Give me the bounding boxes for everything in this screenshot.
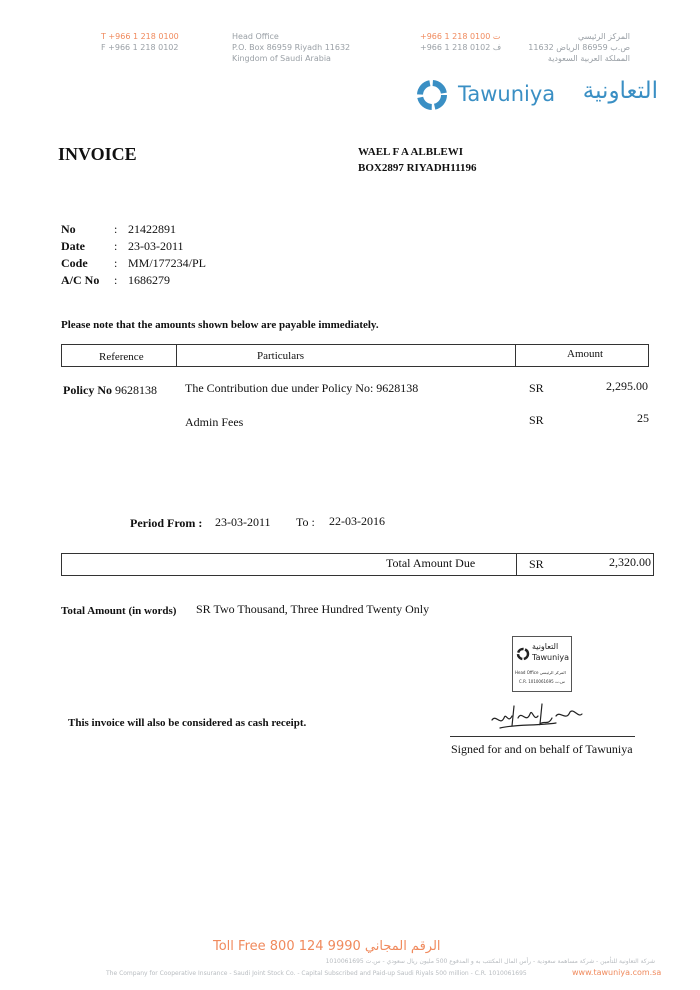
header-office-ar-label: المركز الرئيسي bbox=[578, 32, 630, 41]
total-amount: 2,320.00 bbox=[609, 555, 651, 569]
field-separator: : bbox=[114, 222, 118, 236]
row-currency: SR bbox=[529, 413, 544, 427]
field-ac-label: A/C No bbox=[61, 273, 100, 287]
total-label: Total Amount Due bbox=[386, 556, 476, 570]
header-phone-ar: +966 1 218 0100 ت bbox=[420, 32, 501, 41]
table-row bbox=[63, 383, 157, 398]
customer-name: WAEL F A ALBLEWI bbox=[358, 146, 464, 158]
column-header-particulars: Particulars bbox=[257, 350, 305, 362]
field-ac-value: 1686279 bbox=[128, 273, 170, 287]
total-box bbox=[61, 553, 654, 576]
header-office-po: P.O. Box 86959 Riyadh 11632 bbox=[232, 43, 351, 52]
brand-name-en: Tawuniya bbox=[458, 82, 556, 106]
tawuniya-logo-icon bbox=[416, 79, 448, 111]
period-from-value: 23-03-2011 bbox=[215, 515, 271, 529]
field-separator: : bbox=[114, 273, 118, 287]
field-no-label: No bbox=[61, 222, 76, 236]
column-header-reference: Reference bbox=[99, 351, 144, 363]
total-words-label: Total Amount (in words) bbox=[61, 605, 177, 617]
cash-receipt-note: This invoice will also be considered as cash receipt. bbox=[68, 717, 307, 729]
period-to-label: To : bbox=[296, 515, 315, 529]
header-office-label: Head Office bbox=[232, 32, 279, 41]
row-reference-label: Policy No bbox=[63, 383, 112, 397]
website-link[interactable]: www.tawuniya.com.sa bbox=[572, 968, 662, 977]
row-currency: SR bbox=[529, 381, 544, 395]
header-office-country: Kingdom of Saudi Arabia bbox=[232, 54, 331, 63]
handwritten-signature bbox=[486, 696, 586, 732]
company-info-ar: شركة التعاونية للتأمين - شركة مساهمة سعودية - رأس المال المكتتب به و المدفوع 500 مليون ريال سعودي - س.ت 1010061695 bbox=[325, 958, 655, 965]
row-amount: 2,295.00 bbox=[606, 379, 648, 393]
customer-address: BOX2897 RIYADH11196 bbox=[358, 162, 477, 174]
row-amount: 25 bbox=[637, 411, 649, 425]
stamp-logo-icon bbox=[516, 647, 530, 661]
header-fax-en: F +966 1 218 0102 bbox=[101, 43, 179, 52]
row-particulars: The Contribution due under Policy No: 9628138 bbox=[185, 381, 419, 395]
field-date-label: Date bbox=[61, 239, 85, 253]
field-no-value: 21422891 bbox=[128, 222, 176, 236]
toll-free-label: Toll Free bbox=[213, 939, 266, 954]
toll-free-number: 800 124 9990 bbox=[269, 939, 361, 954]
header-office-ar-po: ص.ب 86959 الرياض 11632 bbox=[528, 43, 630, 52]
total-currency: SR bbox=[529, 557, 544, 571]
table-header bbox=[61, 344, 649, 367]
column-header-amount: Amount bbox=[567, 348, 604, 360]
row-reference-value: 9628138 bbox=[115, 383, 157, 397]
field-separator: : bbox=[114, 239, 118, 253]
field-separator: : bbox=[114, 256, 118, 270]
field-code-label: Code bbox=[61, 256, 88, 270]
period-from-label: Period From : bbox=[130, 516, 203, 530]
table-divider bbox=[176, 344, 177, 367]
table-divider bbox=[516, 553, 517, 576]
stamp-cr: C.R. 1010061695 س.ت bbox=[519, 679, 565, 684]
table-divider bbox=[515, 344, 516, 367]
total-words-value: SR Two Thousand, Three Hundred Twenty Only bbox=[196, 602, 430, 616]
payment-notice: Please note that the amounts shown below are payable immediately. bbox=[61, 319, 379, 331]
company-info-en: The Company for Cooperative Insurance - Saudi Joint Stock Co. - Capital Subscribed and Paid-up Saudi Riyals 500 million - C.R. 1010061695 bbox=[106, 970, 527, 977]
period-to-value: 22-03-2016 bbox=[329, 514, 385, 528]
header-phone-en: T +966 1 218 0100 bbox=[101, 32, 179, 41]
row-particulars: Admin Fees bbox=[185, 415, 244, 429]
field-code-value: MM/177234/PL bbox=[128, 256, 207, 270]
invoice-title: INVOICE bbox=[58, 144, 137, 164]
brand-name-ar: التعاونية bbox=[582, 78, 658, 104]
toll-free bbox=[213, 939, 441, 954]
signature-label: Signed for and on behalf of Tawuniya bbox=[451, 742, 633, 756]
toll-free-ar: الرقم المجاني bbox=[364, 939, 441, 954]
stamp-brand-ar: التعاونية bbox=[532, 642, 559, 651]
stamp-office: Head Office المركز الرئيسي bbox=[515, 670, 566, 675]
stamp-brand-en: Tawuniya bbox=[532, 653, 570, 662]
header-office-ar-country: المملكة العربية السعودية bbox=[547, 54, 630, 63]
header-fax-ar: +966 1 218 0102 ف bbox=[420, 43, 502, 52]
signature-line bbox=[450, 736, 635, 737]
field-date-value: 23-03-2011 bbox=[128, 239, 184, 253]
